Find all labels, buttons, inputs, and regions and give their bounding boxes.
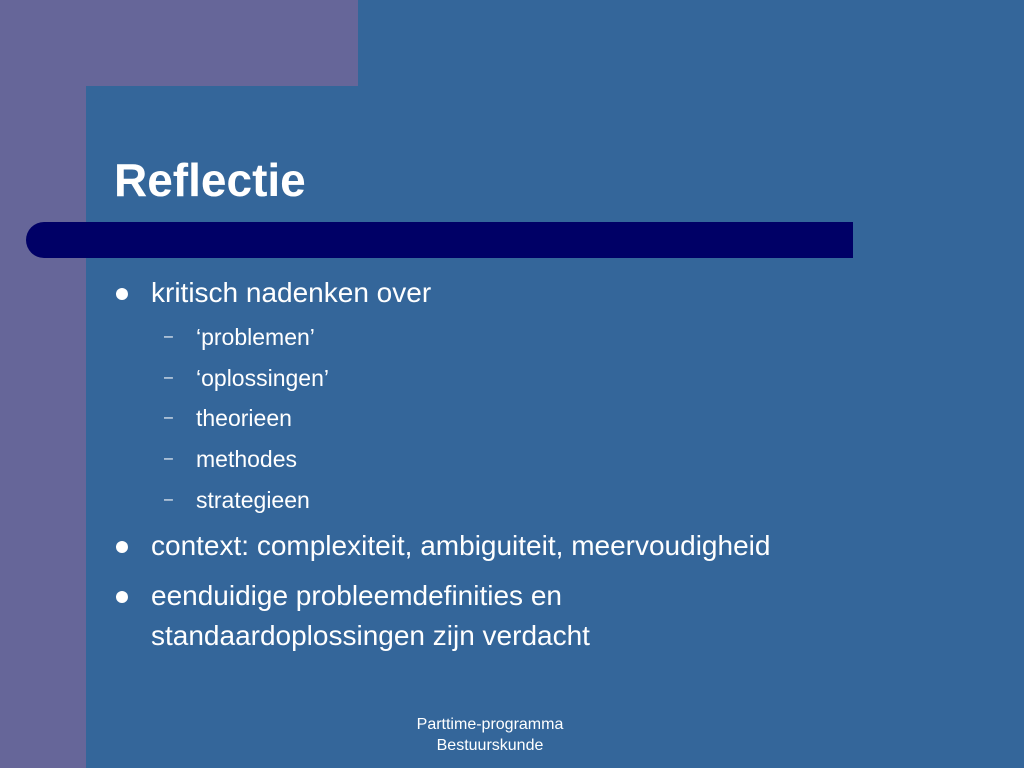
bullet-text: context: complexiteit, ambiguiteit, meervoudigheid <box>151 530 771 561</box>
bullet-dot-icon <box>116 541 128 553</box>
sub-bullet-item <box>164 484 310 516</box>
bullet-text: kritisch nadenken over <box>151 277 432 308</box>
dash-icon: – <box>164 450 173 467</box>
sub-bullet-text: ‘problemen’ <box>196 324 315 350</box>
sub-bullet-item <box>164 443 298 475</box>
sub-bullet-item <box>164 402 292 434</box>
dash-icon: – <box>164 409 173 426</box>
bullet-dot-icon <box>116 288 128 300</box>
bullet-dot-icon <box>116 591 128 603</box>
sub-bullet-text: methodes <box>196 446 298 472</box>
dash-icon: – <box>164 328 173 345</box>
dash-icon: – <box>164 369 173 386</box>
bullet-item <box>151 576 590 656</box>
bullet-item <box>151 273 431 313</box>
bullet-text-line: eenduidige probleemdefinities en <box>151 580 562 611</box>
dash-icon: – <box>164 491 173 508</box>
sub-bullet-item <box>164 362 329 394</box>
bullet-item <box>151 526 770 566</box>
footer-label <box>390 714 590 756</box>
footer-line: Bestuurskunde <box>436 737 544 754</box>
footer-line: Parttime-programma <box>416 716 564 733</box>
bullet-text-line: standaardoplossingen zijn verdacht <box>151 620 590 651</box>
slide-title: Reflectie <box>114 154 306 206</box>
sub-bullet-text: ‘oplossingen’ <box>196 365 329 391</box>
sub-bullet-text: theorieen <box>196 405 292 431</box>
sub-bullet-text: strategieen <box>196 487 310 513</box>
sub-bullet-item <box>164 321 315 353</box>
